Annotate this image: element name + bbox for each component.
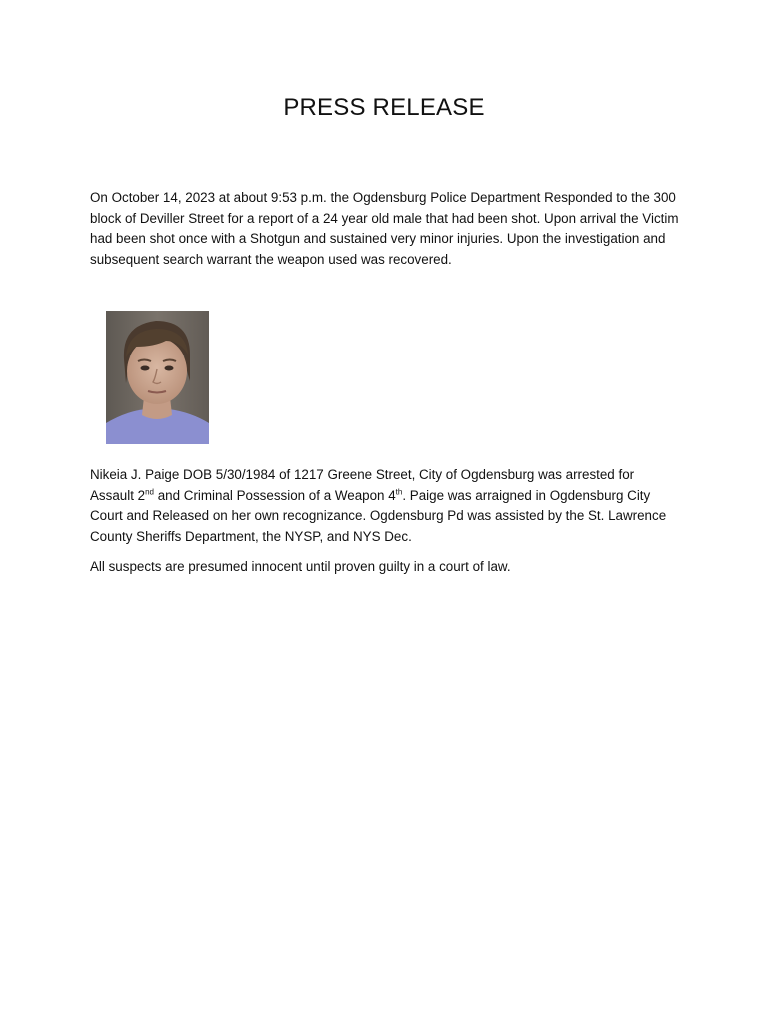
page-title: PRESS RELEASE xyxy=(283,94,485,121)
suspect-photo-image xyxy=(106,311,209,444)
ordinal-th: th xyxy=(395,487,403,497)
disclaimer-paragraph: All suspects are presumed innocent until proven guilty in a court of law. xyxy=(90,559,511,574)
incident-paragraph: On October 14, 2023 at about 9:53 p.m. the Ogdensburg Police Department Responded to the 300 block of Deviller Street for a report of a 24 year old male that had been shot. Upon arrival the Victim had been shot once with a Shotgun and sustained very minor injuries. Upon the investigation and subsequent search warrant the weapon used was recovered. xyxy=(90,190,679,267)
arrest-text-part1: Nikeia J. Paige DOB 5/30/1984 of 1217 Greene Street, City of Ogdensburg was arrested for Assault 2 xyxy=(90,467,635,503)
suspect-photo xyxy=(106,311,209,444)
arrest-text-part3: . Paige was arraigned in Ogdensburg City Court and Released on her own recognizance. Ogdensburg Pd was assisted by the St. Lawrence County Sheriffs Department, the NYSP, and NYS Dec. xyxy=(90,487,667,544)
arrest-paragraph xyxy=(90,465,680,547)
ordinal-nd: nd xyxy=(145,487,154,497)
arrest-text-part2: and Criminal Possession of a Weapon 4 xyxy=(154,487,396,503)
